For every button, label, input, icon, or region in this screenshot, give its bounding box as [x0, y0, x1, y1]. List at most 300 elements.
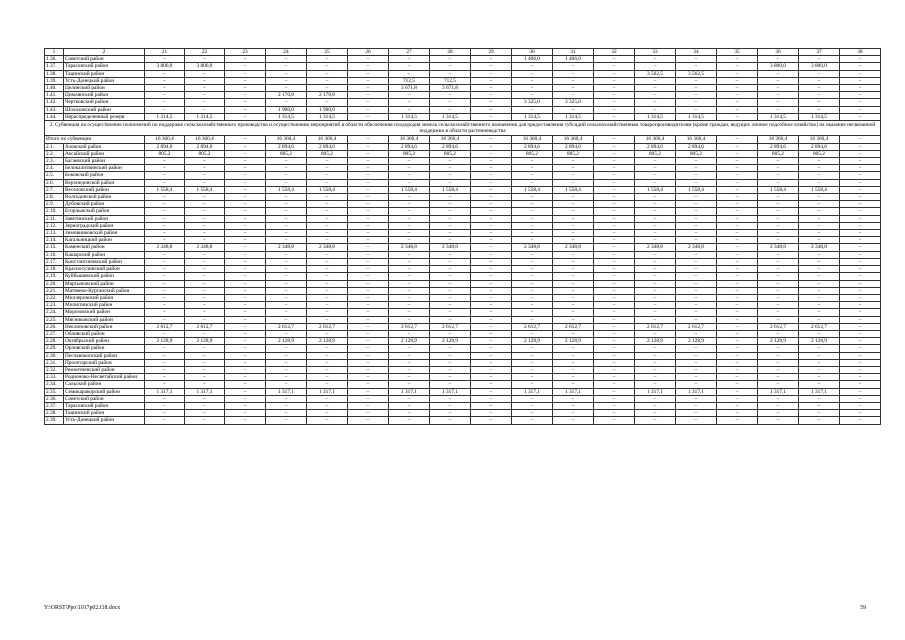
value-cell: –	[799, 374, 840, 381]
value-cell: –	[512, 374, 553, 381]
value-cell: –	[717, 56, 758, 63]
value-cell: –	[676, 194, 717, 201]
value-cell: –	[348, 323, 389, 330]
subvention-table	[44, 48, 881, 425]
value-cell: –	[389, 158, 430, 165]
table-row	[45, 230, 881, 237]
value-cell: –	[676, 280, 717, 287]
district-name: Матвеево-Курганский район	[64, 287, 145, 294]
value-cell: –	[185, 230, 225, 237]
value-cell: –	[430, 302, 471, 309]
value-cell: –	[389, 251, 430, 258]
value-cell: –	[471, 410, 512, 417]
district-name: Красносулинский район	[64, 266, 145, 273]
value-cell: –	[348, 258, 389, 265]
value-cell: –	[635, 85, 676, 92]
value-cell: –	[225, 172, 266, 179]
value-cell: –	[389, 222, 430, 229]
value-cell: –	[717, 113, 758, 120]
value-cell: 2 612,7	[430, 323, 471, 330]
row-number: 2.24.	[45, 309, 64, 316]
value-cell: –	[430, 215, 471, 222]
row-number: 2.6.	[45, 179, 64, 186]
value-cell: –	[553, 417, 594, 424]
value-cell: –	[758, 172, 799, 179]
district-name: Кашарский район	[64, 251, 145, 258]
district-name: Багаевский район	[64, 158, 145, 165]
value-cell: –	[512, 302, 553, 309]
value-cell: –	[717, 70, 758, 77]
value-cell: –	[430, 374, 471, 381]
value-cell: –	[185, 222, 225, 229]
value-cell: 2 348,8	[266, 244, 307, 251]
value-cell: 2 612,7	[635, 323, 676, 330]
value-cell: –	[307, 302, 348, 309]
value-cell: –	[145, 56, 185, 63]
value-cell: –	[553, 215, 594, 222]
value-cell: –	[389, 381, 430, 388]
value-cell: 1 406,0	[553, 56, 594, 63]
value-cell: –	[145, 266, 185, 273]
value-cell: –	[840, 222, 881, 229]
value-cell: –	[307, 258, 348, 265]
value-cell: –	[430, 237, 471, 244]
value-cell: 2 894,6	[799, 143, 840, 150]
value-cell: –	[389, 237, 430, 244]
value-cell: 30	[512, 49, 553, 56]
value-cell: –	[225, 359, 266, 366]
value-cell: –	[799, 302, 840, 309]
value-cell: –	[512, 266, 553, 273]
value-cell: –	[348, 345, 389, 352]
value-cell: –	[758, 237, 799, 244]
value-cell: –	[594, 179, 635, 186]
value-cell: –	[145, 316, 185, 323]
value-cell: –	[512, 208, 553, 215]
value-cell: 26	[348, 49, 389, 56]
value-cell: –	[389, 179, 430, 186]
value-cell: –	[185, 359, 225, 366]
table-row	[45, 323, 881, 330]
value-cell: –	[348, 99, 389, 106]
value-cell: –	[145, 201, 185, 208]
value-cell: –	[225, 179, 266, 186]
value-cell: 2 348,8	[635, 244, 676, 251]
value-cell: –	[145, 92, 185, 99]
value-cell: –	[717, 158, 758, 165]
value-cell: –	[676, 63, 717, 70]
value-cell: 805,2	[512, 150, 553, 157]
district-name: Орловский район	[64, 345, 145, 352]
value-cell: 3 562,5	[635, 70, 676, 77]
table-row	[45, 417, 881, 424]
value-cell: –	[799, 309, 840, 316]
value-cell: –	[553, 158, 594, 165]
table-row	[45, 70, 881, 77]
value-cell: –	[145, 194, 185, 201]
value-cell: 1 317,1	[512, 388, 553, 395]
value-cell: –	[430, 417, 471, 424]
value-cell: –	[307, 330, 348, 337]
value-cell: –	[594, 158, 635, 165]
value-cell: –	[225, 381, 266, 388]
value-cell: –	[676, 215, 717, 222]
value-cell: 712,5	[430, 77, 471, 84]
value-cell: 35	[717, 49, 758, 56]
value-cell: –	[185, 294, 225, 301]
value-cell: –	[799, 410, 840, 417]
value-cell: –	[840, 194, 881, 201]
value-cell: –	[512, 70, 553, 77]
value-cell: –	[266, 70, 307, 77]
district-name: Тацинский район	[64, 410, 145, 417]
value-cell: –	[471, 194, 512, 201]
value-cell: –	[389, 316, 430, 323]
row-number: 1	[45, 49, 64, 56]
value-cell: –	[840, 359, 881, 366]
value-cell: –	[676, 266, 717, 273]
value-cell: –	[635, 374, 676, 381]
value-cell: –	[307, 179, 348, 186]
table-row	[45, 273, 881, 280]
value-cell: –	[266, 201, 307, 208]
value-cell: –	[145, 302, 185, 309]
total-label: Итого по субвенции	[45, 136, 145, 143]
value-cell: –	[145, 410, 185, 417]
value-cell: 1 317,1	[307, 388, 348, 395]
value-cell: –	[185, 381, 225, 388]
value-cell: 2 128,9	[635, 338, 676, 345]
table-row	[45, 165, 881, 172]
value-cell: –	[145, 352, 185, 359]
value-cell: –	[676, 165, 717, 172]
value-cell: –	[185, 316, 225, 323]
value-cell: 1 558,4	[145, 186, 185, 193]
value-cell: 38	[840, 49, 881, 56]
value-cell: –	[185, 172, 225, 179]
value-cell: –	[185, 99, 225, 106]
value-cell: –	[594, 417, 635, 424]
table-row	[45, 251, 881, 258]
value-cell: –	[348, 410, 389, 417]
table-row	[45, 77, 881, 84]
value-cell: –	[266, 352, 307, 359]
total-value: –	[348, 136, 389, 143]
value-cell: –	[840, 352, 881, 359]
value-cell: 22	[185, 49, 225, 56]
value-cell: –	[348, 56, 389, 63]
value-cell: –	[512, 410, 553, 417]
value-cell: –	[307, 410, 348, 417]
value-cell: 3 671,8	[389, 85, 430, 92]
value-cell: –	[512, 85, 553, 92]
value-cell: –	[430, 70, 471, 77]
value-cell: –	[471, 251, 512, 258]
value-cell: –	[225, 395, 266, 402]
document-page	[44, 48, 876, 425]
value-cell: –	[840, 208, 881, 215]
value-cell: –	[389, 172, 430, 179]
value-cell: –	[512, 194, 553, 201]
value-cell: –	[676, 99, 717, 106]
value-cell: –	[225, 266, 266, 273]
value-cell: –	[717, 417, 758, 424]
district-name: Усть-Донецкий район	[64, 417, 145, 424]
value-cell: 31	[553, 49, 594, 56]
value-cell: –	[307, 395, 348, 402]
value-cell: –	[717, 381, 758, 388]
row-number: 2.13.	[45, 230, 64, 237]
value-cell: –	[717, 150, 758, 157]
district-name: Песчанокопский район	[64, 352, 145, 359]
value-cell: –	[840, 186, 881, 193]
value-cell: –	[225, 287, 266, 294]
district-name: Егорлыкский район	[64, 208, 145, 215]
value-cell: –	[717, 338, 758, 345]
value-cell: 1 314,5	[266, 113, 307, 120]
district-name: Тацинский район	[64, 70, 145, 77]
value-cell: –	[225, 309, 266, 316]
row-number: 1.42.	[45, 99, 64, 106]
value-cell: –	[840, 374, 881, 381]
value-cell: –	[594, 410, 635, 417]
value-cell: –	[145, 77, 185, 84]
value-cell: –	[430, 106, 471, 113]
value-cell: –	[512, 352, 553, 359]
value-cell: –	[676, 395, 717, 402]
value-cell: –	[758, 194, 799, 201]
value-cell: –	[225, 251, 266, 258]
value-cell: –	[185, 85, 225, 92]
value-cell: –	[471, 388, 512, 395]
value-cell: –	[840, 215, 881, 222]
table-row	[45, 158, 881, 165]
value-cell: –	[225, 186, 266, 193]
value-cell: –	[348, 208, 389, 215]
value-cell: 1 558,4	[389, 186, 430, 193]
value-cell: –	[758, 208, 799, 215]
value-cell: –	[758, 417, 799, 424]
value-cell: –	[635, 309, 676, 316]
table-body	[45, 49, 881, 425]
value-cell: –	[840, 395, 881, 402]
value-cell: –	[430, 251, 471, 258]
value-cell: –	[266, 172, 307, 179]
value-cell: –	[512, 395, 553, 402]
table-row	[45, 85, 881, 92]
value-cell: –	[594, 165, 635, 172]
value-cell: –	[389, 359, 430, 366]
district-name: Семикаракорский район	[64, 388, 145, 395]
value-cell: –	[348, 388, 389, 395]
value-cell: –	[225, 280, 266, 287]
value-cell: –	[471, 330, 512, 337]
value-cell: –	[389, 266, 430, 273]
value-cell: –	[266, 194, 307, 201]
value-cell: –	[676, 352, 717, 359]
value-cell: –	[635, 410, 676, 417]
value-cell: 1 317,1	[389, 388, 430, 395]
total-value: 16 360,4	[758, 136, 799, 143]
value-cell: –	[799, 395, 840, 402]
value-cell: –	[553, 222, 594, 229]
value-cell: –	[185, 201, 225, 208]
value-cell: –	[307, 230, 348, 237]
value-cell: –	[758, 222, 799, 229]
row-number: 2.35.	[45, 388, 64, 395]
value-cell: 1 558,4	[635, 186, 676, 193]
value-cell: –	[594, 106, 635, 113]
value-cell: –	[840, 150, 881, 157]
value-cell: 805,2	[145, 150, 185, 157]
value-cell: 2 894,6	[553, 143, 594, 150]
value-cell: 805,2	[266, 150, 307, 157]
value-cell: –	[348, 150, 389, 157]
value-cell: –	[185, 366, 225, 373]
value-cell: 32	[594, 49, 635, 56]
value-cell: –	[840, 143, 881, 150]
value-cell: –	[430, 99, 471, 106]
value-cell: –	[717, 395, 758, 402]
value-cell: –	[348, 330, 389, 337]
value-cell: –	[185, 165, 225, 172]
value-cell: –	[266, 345, 307, 352]
table-row	[45, 309, 881, 316]
value-cell: –	[145, 309, 185, 316]
value-cell: –	[799, 99, 840, 106]
value-cell: –	[635, 294, 676, 301]
section-title: 2. Субвенция на осуществление полномочий по поддержке сельскохозяйственного производства и осуществлению мероприятий в области обеспечения плодородия земель сельскохозяйственного назначения для предоставления субсидий сельскохозяйственным товаропроизводителям (кроме граждан, ведущих личное подсобное хозяйство) на оказание несвязанной поддержки в области растениеводства	[45, 121, 881, 136]
value-cell: –	[225, 201, 266, 208]
table-row	[45, 330, 881, 337]
value-cell: –	[594, 77, 635, 84]
value-cell: –	[389, 294, 430, 301]
value-cell: –	[430, 222, 471, 229]
value-cell: –	[266, 309, 307, 316]
value-cell: –	[471, 215, 512, 222]
value-cell: –	[145, 165, 185, 172]
value-cell: –	[307, 352, 348, 359]
value-cell: –	[594, 230, 635, 237]
value-cell: –	[348, 266, 389, 273]
value-cell: 36	[758, 49, 799, 56]
value-cell: –	[348, 251, 389, 258]
value-cell: –	[553, 352, 594, 359]
value-cell: –	[758, 410, 799, 417]
value-cell: –	[840, 266, 881, 273]
value-cell: –	[389, 330, 430, 337]
value-cell: –	[840, 106, 881, 113]
value-cell: 2 894,6	[430, 143, 471, 150]
value-cell: –	[676, 302, 717, 309]
value-cell: –	[225, 410, 266, 417]
value-cell: –	[553, 201, 594, 208]
table-row	[45, 316, 881, 323]
table-row	[45, 302, 881, 309]
value-cell: –	[512, 222, 553, 229]
value-cell: –	[266, 179, 307, 186]
value-cell: –	[676, 410, 717, 417]
value-cell: –	[471, 395, 512, 402]
value-cell: –	[717, 244, 758, 251]
value-cell: –	[840, 323, 881, 330]
value-cell: 2 612,7	[676, 323, 717, 330]
value-cell: –	[389, 352, 430, 359]
value-cell: –	[185, 352, 225, 359]
district-name: Родионово-Несветайский район	[64, 374, 145, 381]
total-value: 16 360,4	[676, 136, 717, 143]
table-row	[45, 294, 881, 301]
value-cell: –	[430, 273, 471, 280]
value-cell: –	[471, 237, 512, 244]
value-cell: –	[594, 338, 635, 345]
value-cell: –	[635, 395, 676, 402]
value-cell: –	[635, 273, 676, 280]
value-cell: –	[145, 222, 185, 229]
row-number: 2.21.	[45, 287, 64, 294]
value-cell: –	[185, 179, 225, 186]
value-cell: –	[471, 302, 512, 309]
district-name: Усть-Донецкий район	[64, 77, 145, 84]
value-cell: –	[389, 165, 430, 172]
value-cell: 3 325,0	[512, 99, 553, 106]
value-cell: –	[799, 158, 840, 165]
value-cell: –	[348, 143, 389, 150]
row-number: 2.30.	[45, 352, 64, 359]
value-cell: –	[635, 352, 676, 359]
value-cell: –	[471, 266, 512, 273]
value-cell: –	[635, 237, 676, 244]
value-cell: 29	[471, 49, 512, 56]
value-cell: –	[471, 316, 512, 323]
value-cell: 2 128,9	[430, 338, 471, 345]
value-cell: –	[758, 302, 799, 309]
row-number: 2.37.	[45, 402, 64, 409]
value-cell: –	[225, 302, 266, 309]
value-cell: 3 325,0	[553, 99, 594, 106]
value-cell: –	[266, 99, 307, 106]
value-cell: –	[840, 309, 881, 316]
district-name: Чертковский район	[64, 99, 145, 106]
value-cell: –	[840, 251, 881, 258]
value-cell: –	[471, 381, 512, 388]
value-cell: 1 317,1	[758, 388, 799, 395]
value-cell: –	[307, 402, 348, 409]
value-cell: 2 894,6	[307, 143, 348, 150]
value-cell: –	[145, 402, 185, 409]
district-name: Ремонтненский район	[64, 366, 145, 373]
value-cell: –	[389, 410, 430, 417]
district-name: Октябрьский район	[64, 338, 145, 345]
value-cell: 2 612,7	[758, 323, 799, 330]
value-cell: –	[266, 222, 307, 229]
value-cell: –	[430, 158, 471, 165]
district-name: Боковский район	[64, 172, 145, 179]
value-cell: –	[717, 273, 758, 280]
table-row	[45, 63, 881, 70]
district-name: Тарасовский район	[64, 402, 145, 409]
value-cell: –	[758, 395, 799, 402]
file-path: Y:\ORST\Ppo\1017p02.f18.docx	[44, 605, 121, 611]
page-number: 59	[860, 605, 866, 611]
value-cell: –	[225, 92, 266, 99]
value-cell: –	[145, 258, 185, 265]
table-row	[45, 366, 881, 373]
value-cell: –	[676, 222, 717, 229]
value-cell: –	[225, 244, 266, 251]
value-cell: –	[635, 251, 676, 258]
value-cell: –	[430, 92, 471, 99]
